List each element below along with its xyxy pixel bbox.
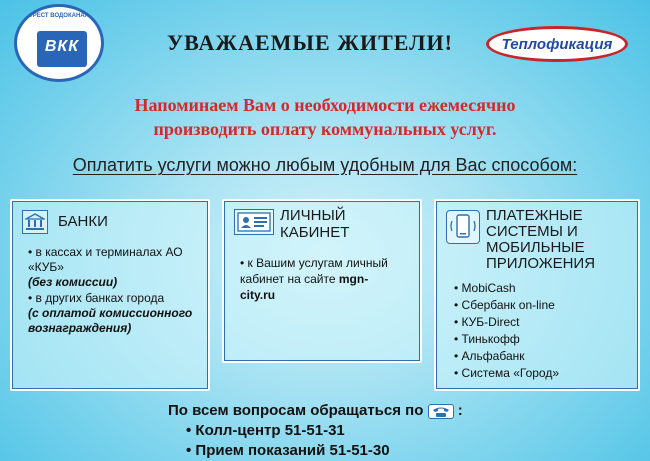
list-item: • Система «Город» — [454, 366, 559, 380]
list-item: • Тинькофф — [454, 332, 520, 346]
list-item — [28, 245, 208, 290]
phone-icon — [428, 404, 454, 419]
banks-panel — [10, 199, 210, 391]
cabinet-site-link[interactable]: mgn-city.ru — [240, 272, 369, 302]
cabinet-panel — [222, 199, 422, 363]
cabinet-description: • к Вашим услугам личный кабинет на сайте — [240, 256, 388, 286]
reminder-line-2: производить оплату коммунальных услуг. — [153, 119, 497, 139]
list-item: • КУБ-Direct — [454, 315, 520, 329]
cabinet-heading — [280, 207, 349, 241]
vodokanal-emblem — [37, 31, 87, 67]
payment-heading-line-4: ПРИЛОЖЕНИЯ — [486, 255, 596, 272]
banks-heading: БАНКИ — [58, 213, 108, 230]
banks-list — [28, 245, 208, 337]
list-item — [28, 291, 208, 336]
contact-line-readings: • Прием показаний 51-51-30 — [186, 442, 390, 459]
vodokanal-logo — [14, 4, 104, 82]
vodokanal-emblem-text: ВКК — [44, 38, 80, 55]
payment-heading-line-3: МОБИЛЬНЫЕ — [486, 239, 585, 256]
contact-prompt-text: По всем вопросам обращаться по — [168, 402, 424, 419]
list-item: • Сбербанк on-line — [454, 298, 555, 312]
contact-list — [186, 421, 486, 461]
payment-heading-line-1: ПЛАТЕЖНЫЕ — [486, 207, 583, 224]
payment-systems-heading — [486, 208, 595, 272]
mobile-payment-icon — [446, 210, 480, 244]
bank-icon — [22, 210, 48, 234]
teplofikatsiya-logo-text: Теплофикация — [501, 35, 613, 53]
banks-item-2-text: • в других банках города — [28, 291, 165, 305]
list-item: • Альфабанк — [454, 349, 525, 363]
payment-heading-line-2: СИСТЕМЫ И — [486, 223, 578, 240]
vodokanal-logo-text: ТРЕСТ ВОДОКАНАЛ — [29, 13, 89, 19]
payment-methods-subtitle: Оплатить услуги можно любым удобным для Вас способом: — [72, 155, 578, 175]
reminder-line-1: Напоминаем Вам о необходимости ежемесячно — [134, 95, 516, 115]
teplofikatsiya-logo — [486, 26, 628, 62]
cabinet-heading-line-2: КАБИНЕТ — [280, 224, 350, 241]
reminder-text — [60, 93, 590, 141]
payment-systems-list — [454, 280, 634, 382]
contact-prompt — [168, 402, 528, 419]
cabinet-text — [240, 255, 390, 303]
banks-item-2-note: (с оплатой комиссионного вознаграждения) — [28, 306, 193, 335]
banks-item-1-text: • в кассах и терминалах АО «КУБ» — [28, 245, 183, 274]
cabinet-heading-line-1: ЛИЧНЫЙ — [280, 207, 346, 224]
id-card-icon — [234, 209, 274, 235]
payment-systems-panel — [434, 199, 640, 391]
list-item: • MobiCash — [454, 281, 516, 295]
contact-colon: : — [457, 402, 463, 419]
banks-item-1-note: (без комиссии) — [28, 275, 118, 289]
contact-line-callcenter: • Колл-центр 51-51-31 — [186, 422, 345, 439]
page-title: УВАЖАЕМЫЕ ЖИТЕЛИ! — [167, 30, 453, 55]
